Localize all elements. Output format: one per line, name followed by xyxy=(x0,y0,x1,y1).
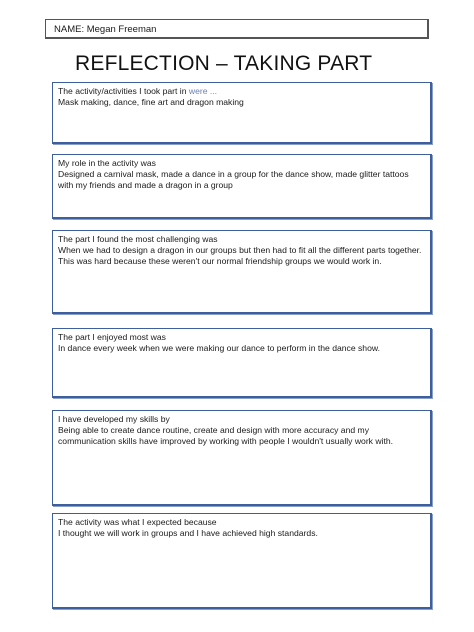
section-answer: Designed a carnival mask, made a dance in a group for the dance show, made glitter tattoos with my friends and made a dragon in a group xyxy=(58,169,409,190)
section-answer: In dance every week when we were making our dance to perform in the dance show. xyxy=(58,343,380,353)
section-prompt: The activity was what I expected because xyxy=(58,517,217,527)
section-prompt: I have developed my skills by xyxy=(58,414,170,424)
page-title: REFLECTION – TAKING PART xyxy=(75,52,373,75)
section-expected xyxy=(52,513,432,609)
section-activities xyxy=(52,82,432,144)
section-challenging xyxy=(52,230,432,314)
section-answer: When we had to design a dragon in our groups but then had to fit all the different parts together. This was hard because these weren't our normal friendship groups we would work in. xyxy=(58,245,422,266)
section-prompt: My role in the activity was xyxy=(58,158,156,168)
section-prompt: The activity/activities I took part in were ... xyxy=(58,86,218,96)
section-enjoyed xyxy=(52,328,432,398)
section-prompt: The part I found the most challenging was xyxy=(58,234,218,244)
prompt-extra: were ... xyxy=(188,86,218,96)
section-skills xyxy=(52,410,432,506)
section-answer: Being able to create dance routine, create and design with more accuracy and my communication skills have improved by working with people I wouldn't usually work with. xyxy=(58,425,394,446)
name-label: NAME: Megan Freeman xyxy=(54,24,157,35)
section-answer: I thought we will work in groups and I have achieved high standards. xyxy=(58,528,318,538)
section-role xyxy=(52,154,432,219)
section-answer: Mask making, dance, fine art and dragon making xyxy=(58,97,244,107)
name-field xyxy=(45,19,429,39)
section-prompt: The part I enjoyed most was xyxy=(58,332,166,342)
